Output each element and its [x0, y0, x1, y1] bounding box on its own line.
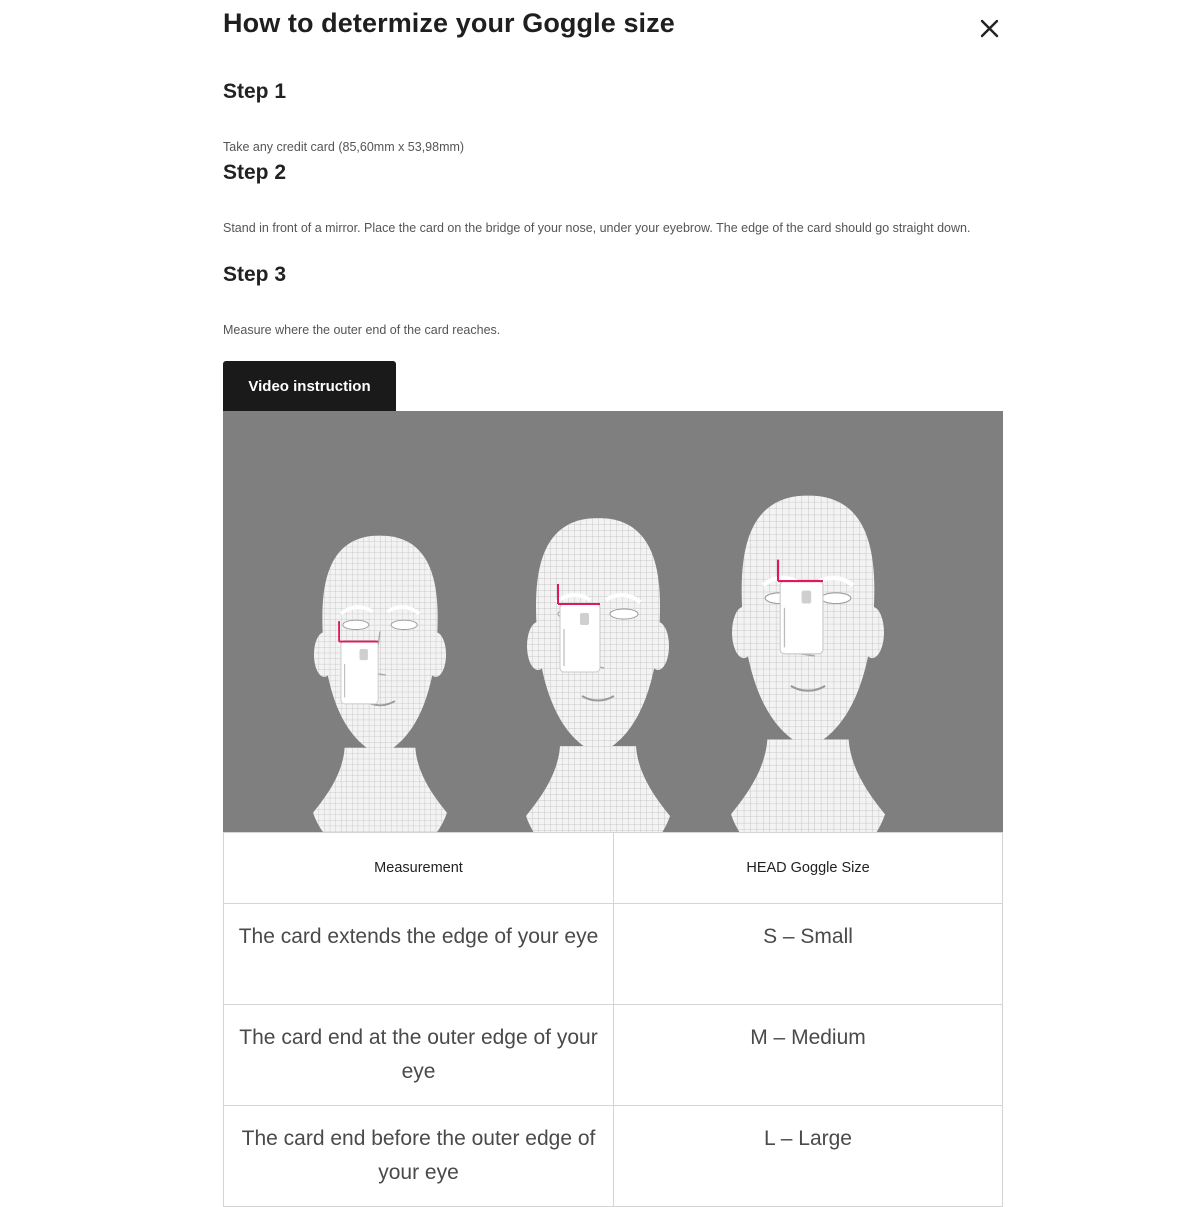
video-instruction-button[interactable]: Video instruction	[223, 361, 396, 411]
goggle-size-header: HEAD Goggle Size	[614, 833, 1003, 904]
size-cell: S – Small	[614, 904, 1003, 1005]
measurement-cell: The card end before the outer edge of your eye	[224, 1106, 614, 1207]
step-3-title: Step 3	[223, 263, 287, 286]
dialog-title: How to determize your Goggle size	[223, 8, 675, 38]
goggle-size-table	[223, 832, 1003, 1207]
step-2-title: Step 2	[223, 161, 287, 184]
table-row	[224, 904, 1003, 1005]
step-2-text: Stand in front of a mirror. Place the card on the bridge of your nose, under your eyebrow. The edge of the card should go straight down.	[223, 221, 971, 235]
size-cell: M – Medium	[614, 1005, 1003, 1106]
measurement-cell: The card extends the edge of your eye	[224, 904, 614, 1005]
close-button[interactable]	[975, 14, 1005, 44]
goggle-size-illustration	[223, 411, 1003, 832]
size-cell: L – Large	[614, 1106, 1003, 1207]
step-3-text: Measure where the outer end of the card reaches.	[223, 323, 501, 337]
table-row	[224, 1005, 1003, 1106]
close-icon	[975, 14, 1005, 44]
step-1-text: Take any credit card (85,60mm x 53,98mm)	[223, 140, 465, 154]
measurement-cell: The card end at the outer edge of your eye	[224, 1005, 614, 1106]
step-1-title: Step 1	[223, 80, 287, 103]
table-header-row	[224, 833, 1003, 904]
large-head-figure	[731, 495, 885, 832]
table-row	[224, 1106, 1003, 1207]
size-guide-dialog	[223, 0, 1003, 1200]
measurement-header: Measurement	[224, 833, 614, 904]
medium-head-figure	[526, 518, 670, 832]
small-head-figure	[313, 536, 447, 832]
